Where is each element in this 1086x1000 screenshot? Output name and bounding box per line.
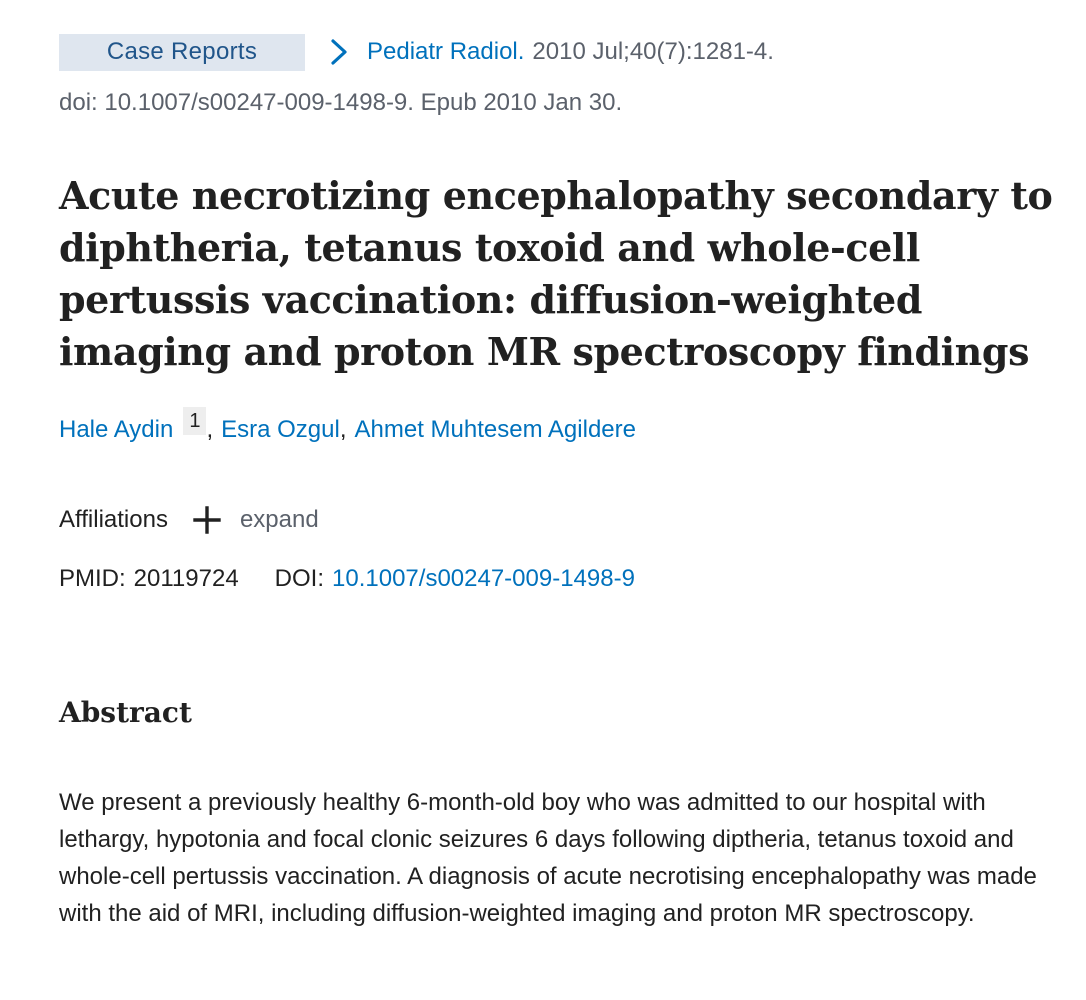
plus-icon[interactable] [192,505,222,535]
article-title: Acute necrotizing encephalopathy secondary to diphtheria, tetanus toxoid and whole-cell pertussis vaccination: diffusion-weighted imaging and proton MR spectroscopy findings [59,173,1053,374]
author-separator: , [206,416,214,443]
affiliation-marker[interactable]: 1 [183,407,206,435]
pmid-label: PMID: [59,565,126,592]
author-separator: , [339,416,347,443]
doi-label: DOI: [274,565,325,592]
doi-link[interactable]: 10.1007/s00247-009-1498-9 [332,565,635,592]
identifiers-row [59,565,635,593]
citation-line [59,33,774,71]
author-link[interactable]: Hale Aydin [59,416,174,443]
citation-details: 2010 Jul;40(7):1281-4. [532,38,774,65]
abstract-text: We present a previously healthy 6-month-old boy who was admitted to our hospital with lethargy, hypotonia and focal clonic seizures 6 days following diptheria, tetanus toxoid and whole-cell pertussis vaccination. A diagnosis of acute necrotising encephalopathy was made with the aid of MRI, including diffusion-weighted imaging and proton MR spectroscopy. [59,789,1037,927]
journal-link[interactable]: Pediatr Radiol. [367,38,525,65]
pmid-value: 20119724 [133,565,239,592]
affiliations-row [59,505,319,535]
affiliations-label: Affiliations [59,506,168,533]
author-link[interactable]: Esra Ozgul [221,416,340,443]
doi-epub-line: doi: 10.1007/s00247-009-1498-9. Epub 2010 Jan 30. [59,89,623,116]
expand-affiliations-button[interactable]: expand [239,506,319,533]
author-link[interactable]: Ahmet Muhtesem Agildere [354,416,636,443]
chevron-right-icon [329,38,351,66]
authors-list [59,410,636,445]
publication-type-badge[interactable]: Case Reports [59,34,305,71]
abstract-heading: Abstract [59,696,192,729]
